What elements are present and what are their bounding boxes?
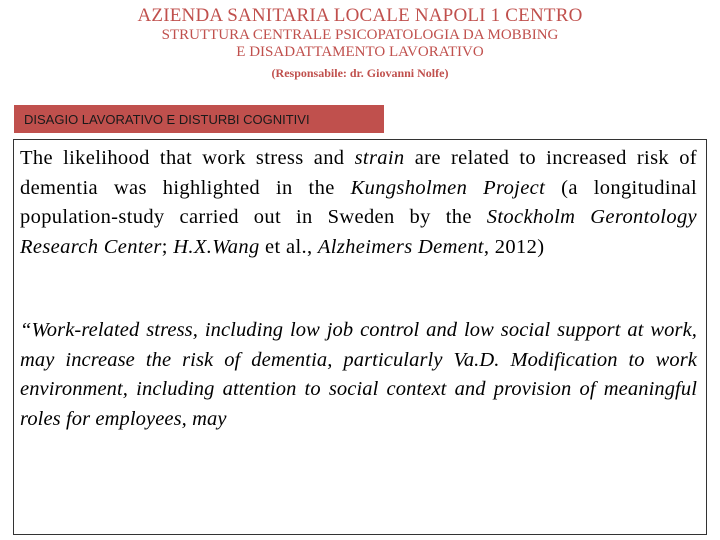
- structure-title-line2: E DISADATTAMENTO LAVORATIVO: [236, 44, 484, 60]
- text-run: ;: [161, 235, 174, 258]
- text-run: , 2012): [483, 235, 545, 258]
- content-box: [13, 139, 707, 535]
- text-run: The likelihood that work stress and: [20, 147, 355, 169]
- text-run-italic: H.X.Wang: [173, 235, 260, 258]
- organization-title: AZIENDA SANITARIA LOCALE NAPOLI 1 CENTRO: [137, 5, 583, 26]
- section-title-bar: DISAGIO LAVORATIVO E DISTURBI COGNITIVI: [14, 105, 384, 133]
- text-run-italic: Stockholm Gerontology Research Center: [20, 206, 697, 258]
- text-run: are related to increased risk of dementia was highlighted in the: [20, 147, 697, 199]
- text-run: et al.,: [259, 235, 318, 258]
- text-run: (a longitudinal population-study carried out in Sweden by the: [20, 176, 697, 228]
- quote-paragraph: “Work-related stress, including low job control and low social support at work, may increase the risk of dementia, particularly Va.D. Modification to work environment, including attention to social context and provision of meaningful roles for employees, may: [20, 319, 697, 430]
- intro-paragraph: [20, 144, 697, 262]
- text-run-italic: Alzheimers Dement: [317, 235, 484, 258]
- text-run-italic: Kungsholmen Project: [350, 176, 546, 199]
- structure-title-line1: STRUTTURA CENTRALE PSICOPATOLOGIA DA MOBBING: [161, 27, 559, 43]
- text-run-italic: strain: [354, 147, 405, 169]
- responsible-line: (Responsabile: dr. Giovanni Nolfe): [271, 66, 449, 80]
